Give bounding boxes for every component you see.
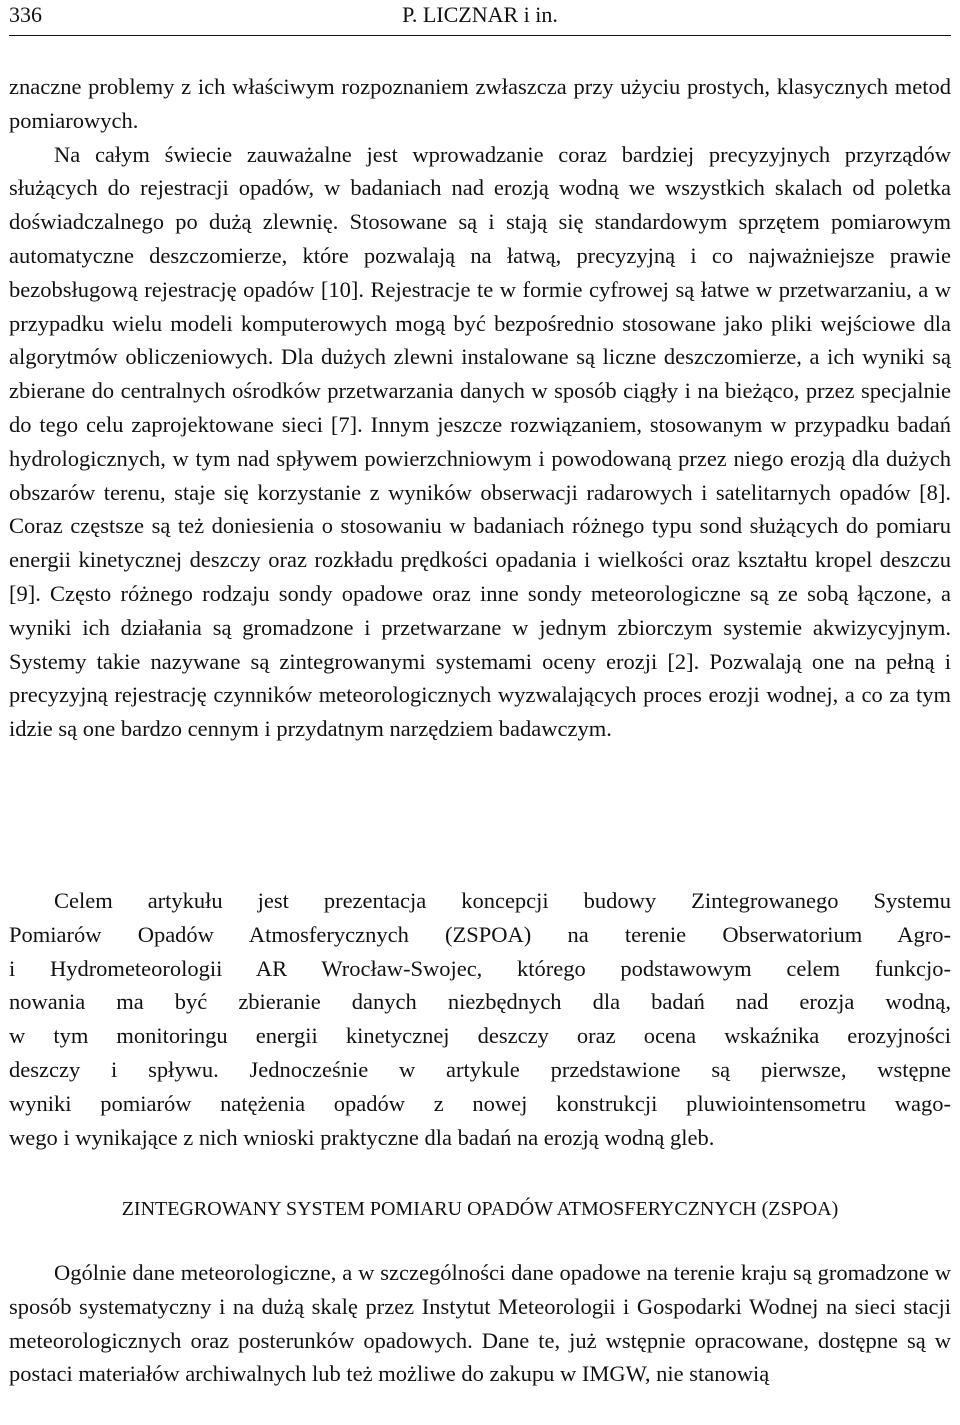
body-text-lower [9,1256,951,1391]
paragraph-2: Na całym świecie zauważalne jest wprowadzanie coraz bardziej precyzyjnych przyrządów służących do rejestracji opadów, w badaniach nad erozją wodną we wszystkich skalach od poletka doświadczalnego po dużą zlewnię. Stosowane są i stają się standardowym sprzętem pomiarowym automatyczne deszczomierze, które pozwalają na łatwą, precyzyjną i co najważniejsze prawie bezobsługową rejestrację opadów [10]. Rejestracje te w formie cyfrowej są łatwe w przetwarzaniu, a w przypadku wielu modeli komputerowych mogą być bezpośrednio stosowane jako pliki wejściowe dla algorytmów obliczeniowych. Dla dużych zlewni instalowane są liczne deszczomierze, a ich wyniki są zbierane do centralnych ośrodków przetwarzania danych w sposób ciągły i na bieżąco, przez specjalnie do tego celu zaprojektowane sieci [7]. Innym jeszcze rozwiązaniem, stosowanym w przypadku badań hydrologicznych, w tym nad spływem powierzchniowym i powodowaną przez niego erozją dla dużych obszarów terenu, staje się korzystanie z wyników obserwacji radarowych i satelitarnych opadów [8]. Coraz częstsze są też doniesienia o stosowaniu w badaniach różnego typu sond służących do pomiaru energii kinetycznej deszczy oraz rozkładu prędkości opadania i wielkości oraz kształtu kropel deszczu [9]. Często różnego rodzaju sondy opadowe oraz inne sondy meteorologiczne są ze sobą łączone, a wyniki ich działania są gromadzone i przetwarzane w jednym zbiorczym systemie akwizycyjnym. Systemy takie nazywane są zintegrowanymi systemami oceny erozji [2]. Pozwalają one na pełną i precyzyjną rejestrację czynników meteorologicznych wyzwalających proces erozji wodnej, a co za tym idzie są one bardzo cennym i przydatnym narzędziem badawczym. [9,141,951,742]
page-header [9,0,951,36]
header-rule [9,35,951,36]
paragraph-3-line-2: Pomiarów Opadów Atmosferycznych (ZSPOA) na terenie Obserwatorium Agro- [9,921,951,947]
paragraph-3-line-4: nowania ma być zbieranie danych niezbędnych dla badań nad erozja wodną, [9,989,951,1015]
page-number: 336 [9,2,42,27]
paragraph-3-line-5: w tym monitoringu energii kinetycznej deszczy oraz ocena wskaźnika erozyjności [9,1023,951,1049]
paragraph-3-line-6: deszczy i spływu. Jednocześnie w artykule przedstawione są pierwsze, wstępne [9,1056,951,1082]
paragraph-3-line-1: Celem artykułu jest prezentacja koncepcji budowy Zintegrowanego Systemu [54,888,951,913]
paragraph-4: Ogólnie dane meteorologiczne, a w szczególności dane opadowe na terenie kraju są gromadzone w sposób systematyczny i na dużą skalę przez Instytut Meteorologii i Gospodarki Wodnej na sieci stacji meteorologicznych oraz posterunków opadowych. Dane te, już wstępnie opracowane, dostępne są w postaci materiałów archiwalnych lub też możliwe do zakupu w IMGW, nie stanowią [9,1260,951,1387]
paragraph-3-line-3: i Hydrometeorologii AR Wrocław-Swojec, którego podstawowym celem funkcjo- [9,955,951,981]
body-text-upper [9,70,951,746]
paragraph-1: znaczne problemy z ich właściwym rozpoznaniem zwłaszcza przy użyciu prostych, klasycznych metod pomiarowych. [9,74,951,133]
section-heading: ZINTEGROWANY SYSTEM POMIARU OPADÓW ATMOSFERYCZNYCH (ZSPOA) [121,1198,839,1220]
running-head: P. LICZNAR i in. [402,2,558,27]
paragraph-3-line-7: wyniki pomiarów natężenia opadów z nowej konstrukcji pluwiointensometru wago- [9,1090,951,1116]
paragraph-3-line-8: wego i wynikające z nich wnioski praktyczne dla badań na erozją wodną gleb. [9,1124,715,1150]
paragraph-3 [9,884,951,1154]
